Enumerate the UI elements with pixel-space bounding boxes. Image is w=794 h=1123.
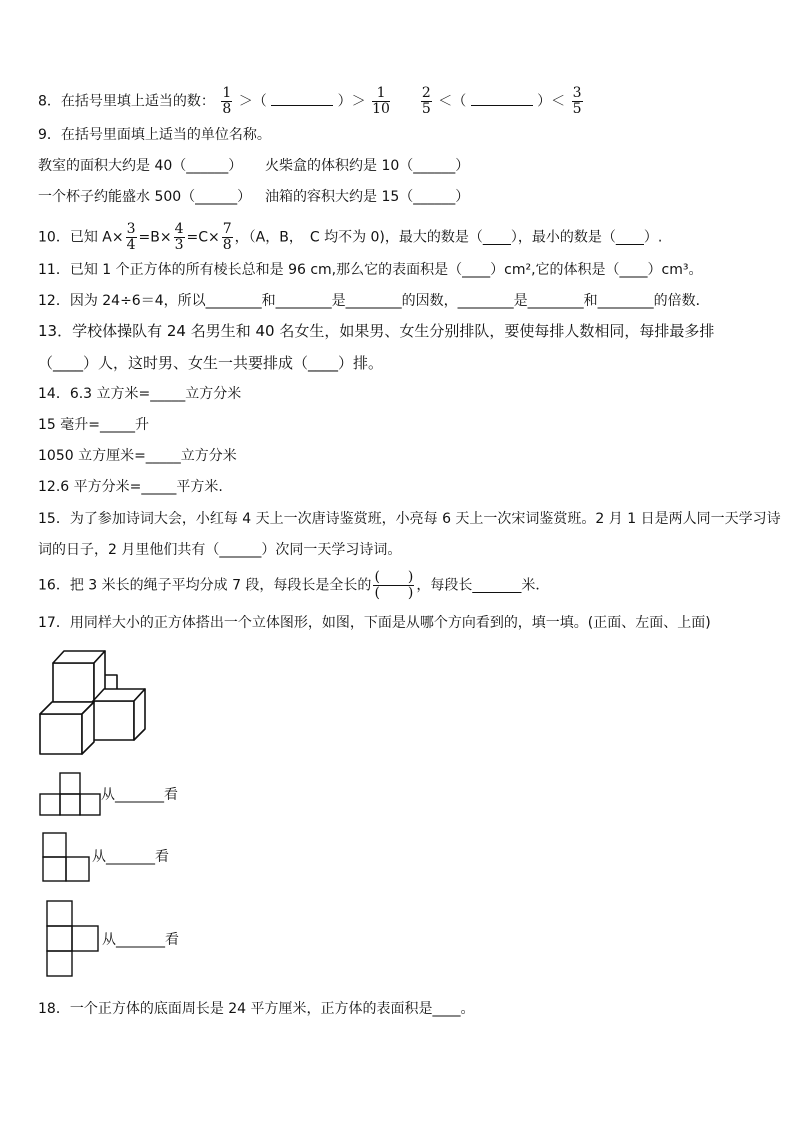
question-10 [38, 222, 662, 253]
fraction: $\frac{1}{8}$ [222, 85, 232, 117]
fraction: $\frac{1}{10}$ [372, 85, 390, 117]
view-1-label: 从_______看 [101, 787, 178, 803]
q8-gt: ＞（ [238, 93, 267, 110]
question-14-c: 1050 立方厘米=_____立方分米 [38, 448, 237, 464]
q10-eq1: =B× [138, 229, 172, 246]
question-15-line1: 15．为了参加诗词大会，小红每 4 天上一次唐诗鉴赏班，小亮每 6 天上一次宋词鉴赏班。2 月 1 日是两人同一天学习诗 [38, 511, 781, 527]
q8-lead: 8．在括号里填上适当的数： [38, 93, 215, 110]
q8-lt: ＜（ [438, 93, 467, 110]
cube-stack-figure [38, 648, 150, 756]
question-15-line2: 词的日子，2 月里他们共有（______）次同一天学习诗词。 [38, 542, 402, 558]
view-shape-3 [46, 900, 102, 978]
q8-close-gt: ）＞ [337, 93, 366, 110]
q10-tail: ，（A，B， C 均不为 0)，最大的数是（____），最小的数是（____）. [234, 229, 663, 246]
q10-lead: 10．已知 A× [38, 229, 124, 246]
view-2-label: 从_______看 [92, 849, 169, 865]
question-14-d: 12.6 平方分米=_____平方米. [38, 479, 223, 495]
fraction: $\frac{3}{4}$ [126, 221, 136, 253]
q9-d: 油箱的容积大约是 15（______） [265, 189, 470, 205]
q9-c: 一个杯子约能盛水 500（______） [38, 189, 252, 205]
question-14-a: 14．6.3 立方米=_____立方分米 [38, 386, 242, 402]
fraction-blank[interactable]: $\frac{( )}{( )}$ [374, 569, 414, 601]
question-14-b: 15 毫升=_____升 [38, 417, 149, 433]
question-11: 11．已知 1 个正方体的所有棱长总和是 96 cm,那么它的表面积是（____）cm²,它的体积是（____）cm³。 [38, 262, 703, 278]
fraction: $\frac{7}{8}$ [222, 221, 232, 253]
question-12: 12．因为 24÷6＝4，所以________和________是________的因数，________是________和________的倍数． [38, 293, 710, 309]
q16-lead: 16．把 3 米长的绳子平均分成 7 段，每段长是全长的 [38, 577, 372, 594]
fraction: $\frac{4}{3}$ [174, 221, 184, 253]
q9-a: 教室的面积大约是 40（______） [38, 158, 243, 174]
question-18: 18．一个正方体的底面周长是 24 平方厘米，正方体的表面积是____。 [38, 1001, 475, 1017]
fraction: $\frac{2}{5}$ [421, 85, 431, 117]
question-13-line1: 13．学校体操队有 24 名男生和 40 名女生，如果男、女生分别排队，要使每排人数相同，每排最多排 [38, 322, 715, 340]
q10-eq2: =C× [186, 229, 220, 246]
answer-blank[interactable] [271, 91, 333, 106]
q8-close-lt: ）＜ [537, 93, 566, 110]
question-16 [38, 570, 549, 601]
question-13-line2: （____）人，这时男、女生一共要排成（____）排。 [38, 354, 384, 372]
view-3-label: 从_______看 [102, 932, 179, 948]
question-8 [38, 86, 585, 117]
q16-tail: ，每段长_______米． [416, 577, 550, 594]
question-17: 17．用同样大小的正方体搭出一个立体图形，如图，下面是从哪个方向看到的，填一填。(正面、左面、上面) [38, 615, 711, 631]
answer-blank[interactable] [471, 91, 533, 106]
view-shape-2 [42, 832, 92, 882]
q9-b: 火柴盒的体积约是 10（______） [265, 158, 470, 174]
q9-title: 9．在括号里面填上适当的单位名称。 [38, 127, 271, 143]
view-shape-1 [40, 772, 102, 816]
fraction: $\frac{3}{5}$ [572, 85, 582, 117]
